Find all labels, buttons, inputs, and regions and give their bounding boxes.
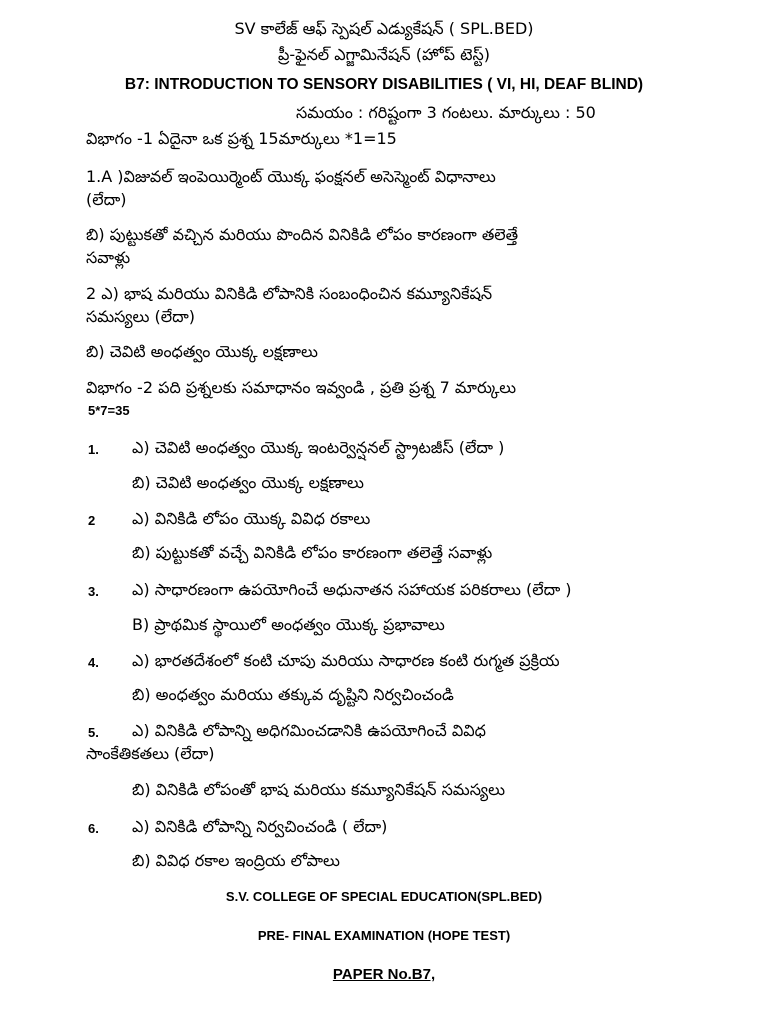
section-2-marks: 5*7=35 [88,403,130,418]
exam-title-english: PRE- FINAL EXAMINATION (HOPE TEST) [257,928,511,943]
question-option-a: ఎ) వినికిడి లోపాన్ని నిర్వచించండి ( లేదా) [132,817,388,836]
question-number: 6. [88,821,99,836]
question-option-b: బి) అంధత్వం మరియు తక్కువ దృష్టిని నిర్వచించండి [132,685,454,704]
question-number: 2 [88,513,96,528]
question-option-a-cont: సాంకేతికతలు (లేదా) [86,744,215,763]
exam-title-telugu: ప్రీ-ఫైనల్ ఎగ్జామినేషన్ (హోప్ టెస్ట్) [278,45,490,64]
question-2b: బి) చెవిటి అంధత్వం యొక్క లక్షణాలు [86,342,318,361]
question-number: 1. [88,442,99,457]
question-2a: 2 ఎ) భాష మరియు వినికిడి లోపానికి సంబంధించిన కమ్యూనికేషన్ [86,284,493,303]
paper-number: PAPER No.B7, [332,966,436,983]
question-option-a: ఎ) సాధారణంగా ఉపయోగించే అధునాతన సహాయక పరికరాలు (లేదా ) [132,580,572,599]
question-number: 3. [88,584,99,599]
question-number: 5. [88,725,99,740]
question-1a: 1.A )విజువల్ ఇంపెయిర్మెంట్ యొక్క ఫంక్షనల్ అసెస్మెంట్ విధానాలు [86,167,496,186]
question-1b: బి) పుట్టుకతో వచ్చిన మరియు పొందిన వినికిడి లోపం కారణంగా తలెత్తే [86,225,519,244]
question-option-a: ఎ) వినికిడి లోపాన్ని అధిగమించడానికి ఉపయోగించే వివిధ [132,721,486,740]
question-option-a: ఎ) భారతదేశంలో కంటి చూపు మరియు సాధారణ కంటి రుగ్మత ప్రక్రియ [132,651,560,670]
question-option-b: బి) వినికిడి లోపంతో భాష మరియు కమ్యూనికేషన్ సమస్యలు [132,780,505,799]
question-1b-cont: సవాళ్లు [86,248,131,267]
question-option-a: ఎ) వినికిడి లోపం యొక్క వివిధ రకాలు [132,509,371,528]
question-2a-cont: సమస్యలు (లేదా) [86,307,195,326]
question-option-b: బి) చెవిటి అంధత్వం యొక్క లక్షణాలు [132,473,364,492]
question-number: 4. [88,655,99,670]
college-name-telugu: SV కాలేజ్ ఆఫ్ స్పెషల్ ఎడ్యుకేషన్ ( SPL.BED) [234,19,534,38]
question-1a-or: (లేదా) [86,190,127,209]
section-2-heading: విభాగం -2 పది ప్రశ్నలకు సమాధానం ఇవ్వండి , ప్రతి ప్రశ్న 7 మార్కులు [86,378,517,397]
paper-title: B7: INTRODUCTION TO SENSORY DISABILITIES ( VI, HI, DEAF BLIND) [124,76,644,93]
question-option-b: B) ప్రాథమిక స్థాయిలో అంధత్వం యొక్క ప్రభావాలు [132,615,445,634]
college-name-english: S.V. COLLEGE OF SPECIAL EDUCATION(SPL.BED) [225,889,543,904]
time-and-marks: సమయం : గరిష్టంగా 3 గంటలు. మార్కులు : 50 [296,103,596,122]
question-option-a: ఎ) చెవిటి అంధత్వం యొక్క ఇంటర్వెన్షనల్ స్ట్రాటజీస్ (లేదా ) [132,438,505,457]
question-option-b: బి) వివిధ రకాల ఇంద్రియ లోపాలు [132,851,340,870]
section-1-heading: విభాగం -1 ఏదైనా ఒక ప్రశ్న 15మార్కులు *1=15 [86,129,397,148]
question-option-b: బి) పుట్టుకతో వచ్చే వినికిడి లోపం కారణంగా తలెత్తే సవాళ్లు [132,543,493,562]
